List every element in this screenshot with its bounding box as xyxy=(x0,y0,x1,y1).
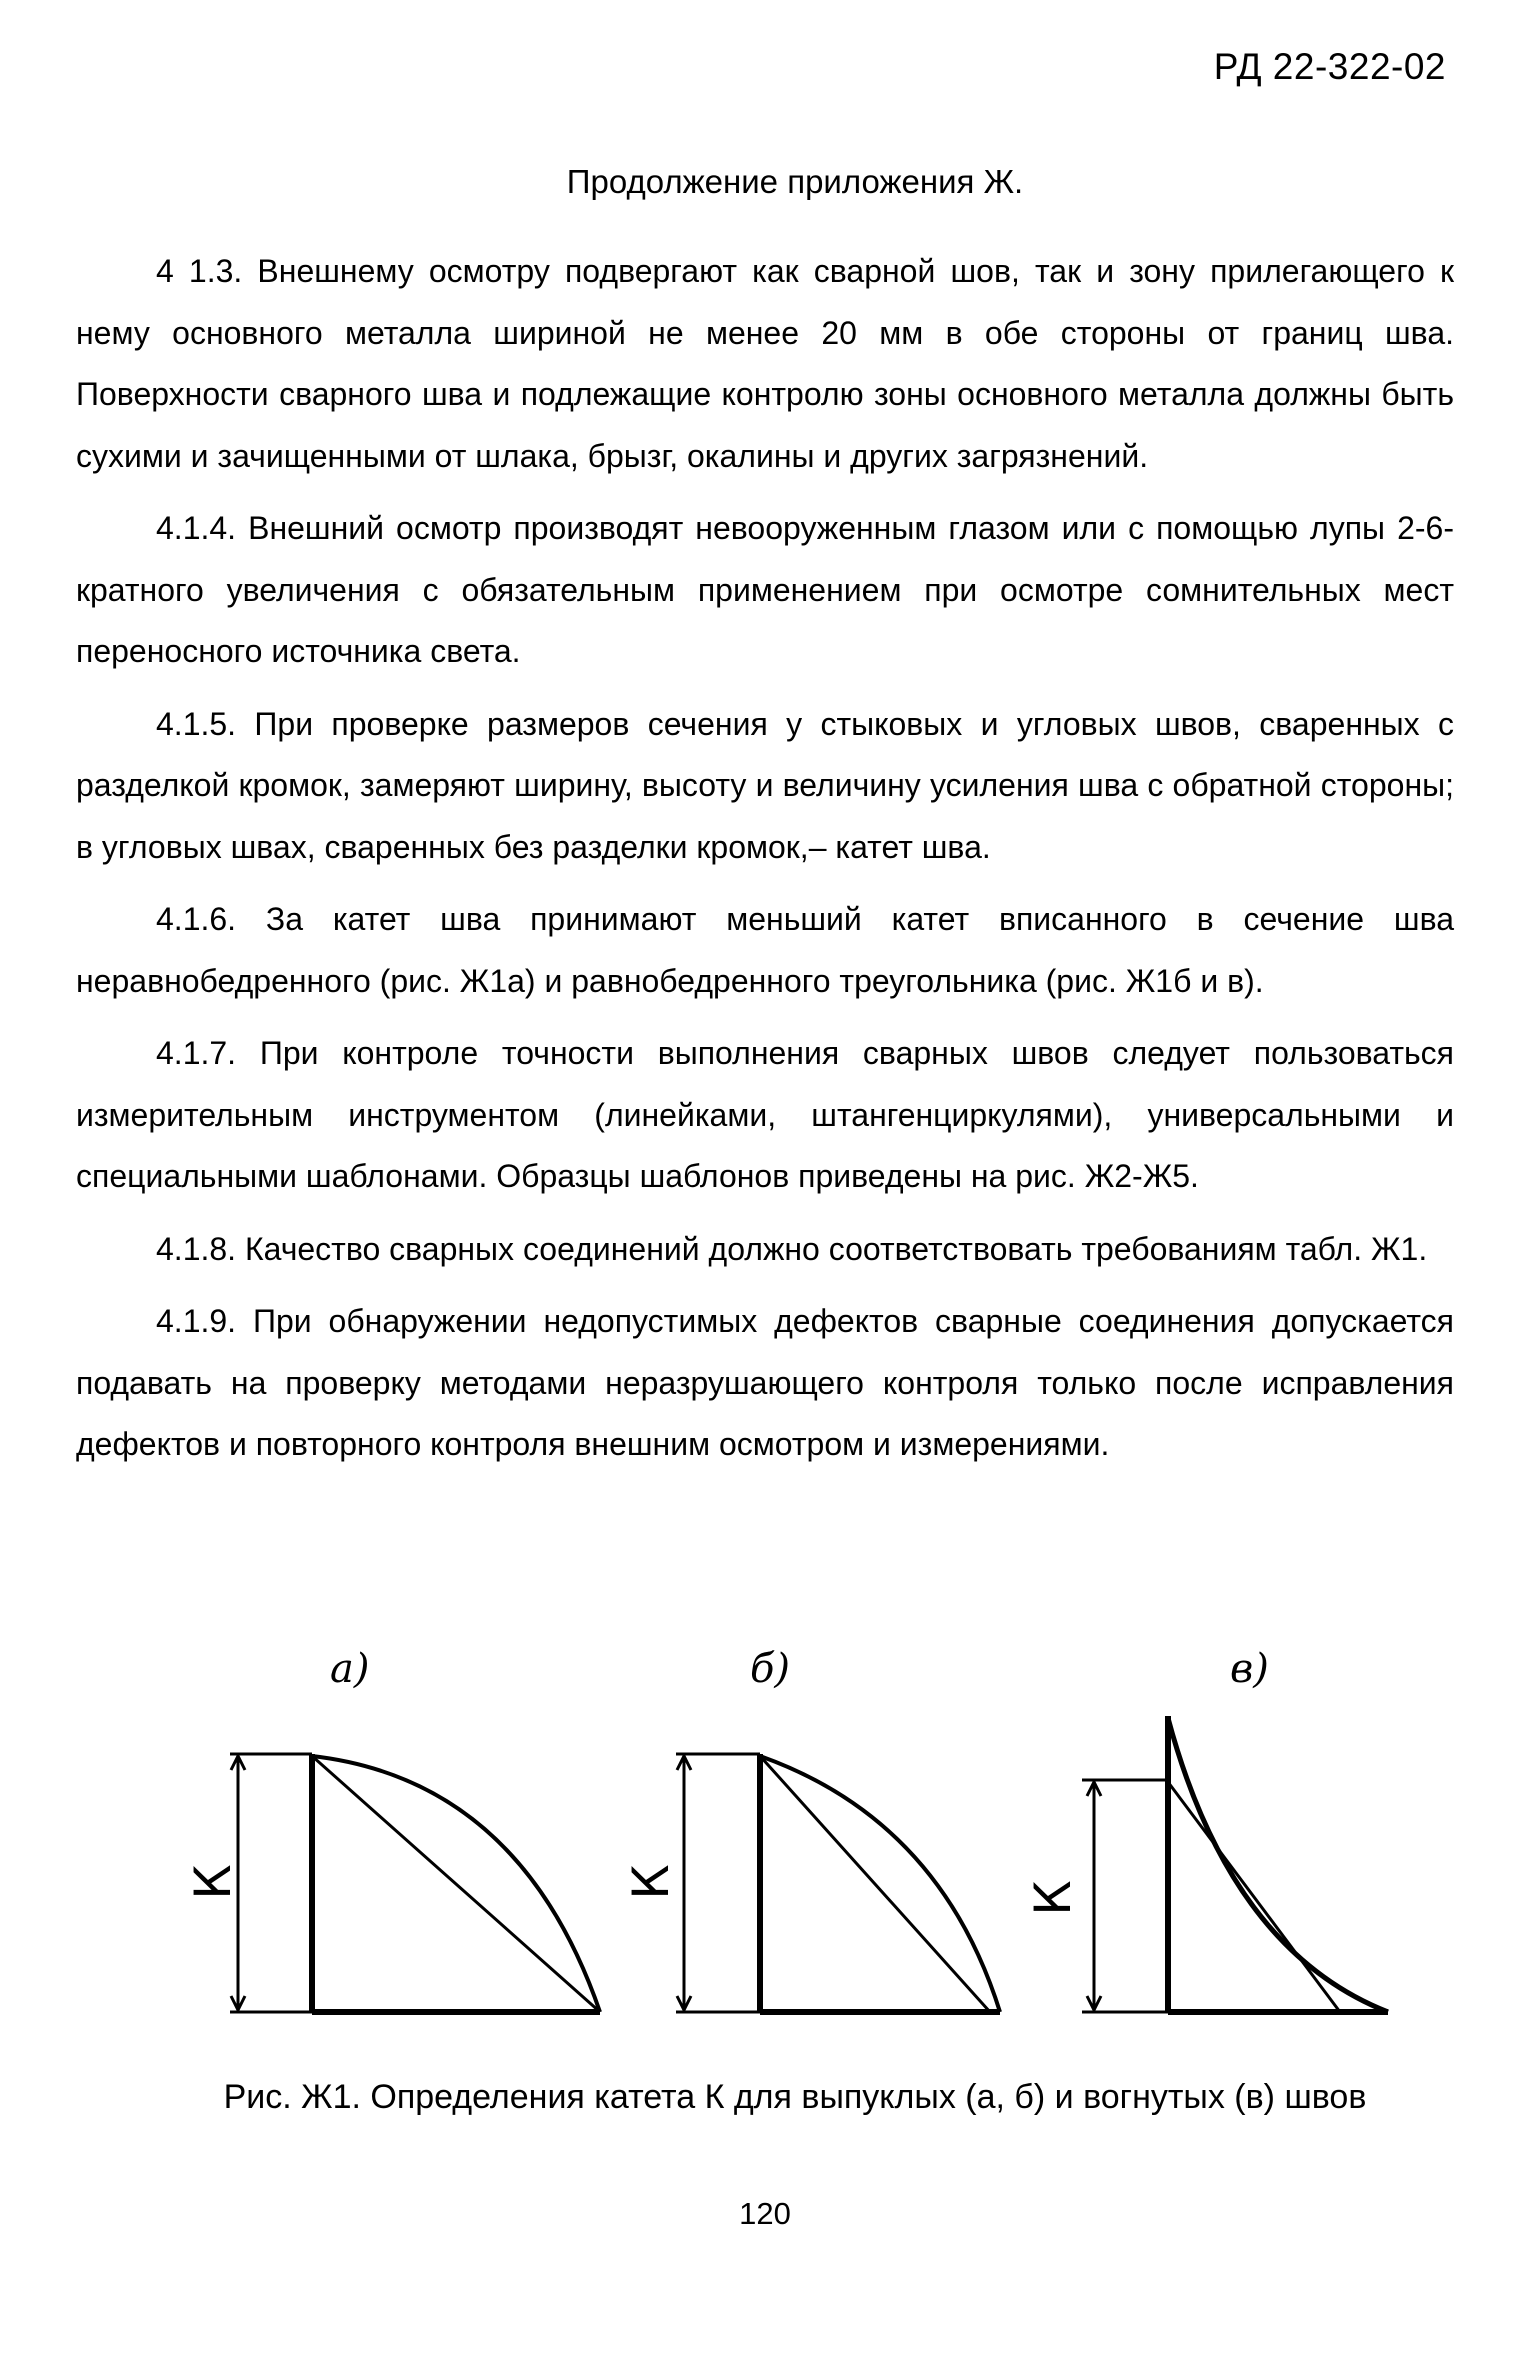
weld-leg-figure xyxy=(0,1620,1530,2070)
concave-weld-surface xyxy=(1168,1718,1388,2012)
paragraph-4-1-6: 4.1.6. За катет шва принимают меньший катет вписанного в сечение шва неравнобедренного (рис. Ж1а) и равнобедренного треугольника (рис. Ж1б и в). xyxy=(76,901,1454,999)
figure-panel-b xyxy=(622,1646,1000,2012)
inscribed-triangle-hypotenuse xyxy=(312,1756,600,2012)
paragraph-4-1-4: 4.1.4. Внешний осмотр производят невооруженным глазом или с помощью лупы 2-6-кратного увеличения с обязательным применением при осмотре сомнительных мест переносного источника света. xyxy=(76,510,1454,669)
inscribed-triangle-hypotenuse xyxy=(1168,1782,1340,2012)
figure-caption: Рис. Ж1. Определения катета К для выпуклых (а, б) и вогнутых (в) швов xyxy=(223,2078,1367,2116)
leg-label-k: К xyxy=(622,1864,680,1900)
paragraph-4-1-9: 4.1.9. При обнаружении недопустимых дефектов сварные соединения допускается подавать на проверку методами неразрушающего контроля только после исправления дефектов и повторного контроля внешним осмотром и измерениями. xyxy=(76,1303,1454,1462)
appendix-title: Продолжение приложения Ж. xyxy=(566,163,1024,200)
paragraph-4-1-7: 4.1.7. При контроле точности выполнения сварных швов следует пользоваться измерительным инструментом (линейками, штангенциркулями), универсальными и специальными шаблонами. Образцы шаблонов приведены на рис. Ж2-Ж5. xyxy=(76,1035,1454,1194)
paragraph-4-1-8: 4.1.8. Качество сварных соединений должно соответствовать требованиям табл. Ж1. xyxy=(156,1230,1428,1267)
figure-panel-a xyxy=(184,1646,600,2012)
body-text xyxy=(76,241,1454,1487)
panel-label-a: а) xyxy=(330,1646,370,1692)
paragraph-4-1-3: 4 1.3. Внешнему осмотру подвергают как сварной шов, так и зону прилегающего к нему основного металла шириной не менее 20 мм в обе стороны от границ шва. Поверхности сварного шва и подлежащие контролю зоны основного металла должны быть сухими и зачищенными от шлака, брызг, окалины и других загрязнений. xyxy=(76,253,1454,474)
leg-label-k: К xyxy=(184,1864,242,1900)
figure-panel-c xyxy=(1024,1646,1388,2012)
panel-label-b: б) xyxy=(750,1646,791,1692)
paragraph-4-1-5: 4.1.5. При проверке размеров сечения у стыковых и угловых швов, сваренных с разделкой кромок, замеряют ширину, высоту и величину усиления шва с обратной стороны; в угловых швах, сваренных без разделки кромок,– катет шва. xyxy=(76,705,1454,865)
page-number: 120 xyxy=(739,2196,791,2231)
document-code: РД 22-322-02 xyxy=(1213,46,1446,87)
panel-label-c: в) xyxy=(1230,1646,1269,1692)
inscribed-triangle-hypotenuse xyxy=(760,1756,990,2012)
leg-label-k: К xyxy=(1024,1880,1082,1916)
